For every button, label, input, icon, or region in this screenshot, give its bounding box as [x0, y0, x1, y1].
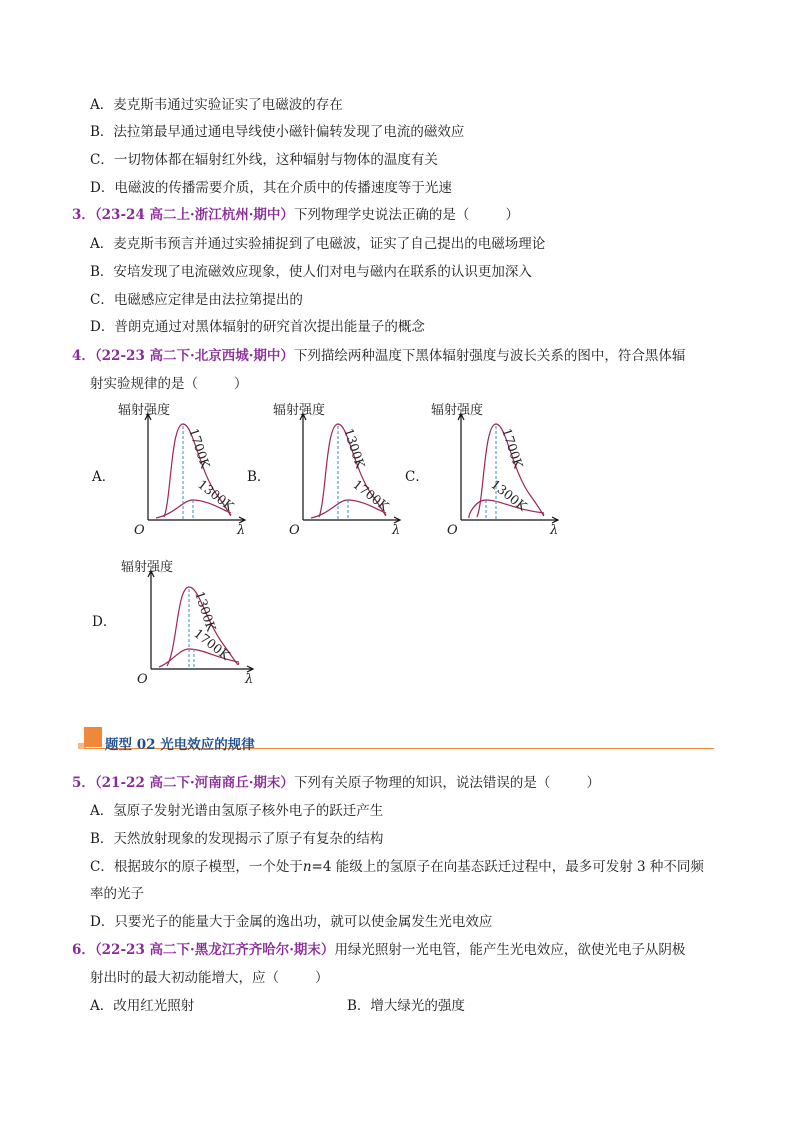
x-axis-label: λ — [392, 523, 401, 535]
tall-curve-label: 1700K — [186, 426, 214, 471]
q5-close-paren: ） — [586, 775, 600, 791]
short-curve-label: 1300K — [488, 476, 530, 514]
q3-option-a: A．麦克斯韦预言并通过实验捕捉到了电磁波，证实了自己提出的电磁场理论 — [90, 236, 546, 252]
x-axis-label: λ — [237, 523, 246, 535]
section-title — [105, 733, 255, 753]
q4-stem-cont — [90, 375, 248, 393]
q4-stem — [72, 347, 685, 365]
q3-option-c: C．电磁感应定律是由法拉第提出的 — [90, 292, 303, 308]
q2-option-d: D．电磁波的传播需要介质，其在介质中的传播速度等于光速 — [90, 180, 452, 196]
chart-a-label: A． — [92, 469, 116, 485]
origin-label: O — [134, 523, 145, 535]
q4-stem-line1: 下列描绘两种温度下黑体辐射强度与波长关系的图中，符合黑体辐 — [293, 348, 686, 364]
q6-source: （22-23 高二下·黑龙江齐齐哈尔·期末） — [94, 942, 335, 958]
chart-a — [115, 400, 250, 535]
q3-stem-text: 下列物理学史说法正确的是（ — [293, 207, 470, 223]
q6-stem — [72, 941, 685, 959]
q4-source: （22-23 高二下·北京西城·期中） — [94, 348, 294, 364]
chart-d-label: D． — [92, 614, 117, 630]
q5-source: （21-22 高二下·河南商丘·期末） — [94, 775, 294, 791]
q3-number: 3． — [72, 207, 95, 223]
q4-close-paren: ） — [234, 376, 248, 392]
q5-option-c-line2: 率的光子 — [90, 886, 144, 902]
q4-number: 4． — [72, 348, 95, 364]
q6-option-b: B．增大绿光的强度 — [347, 998, 465, 1014]
q2-option-a: A．麦克斯韦通过实验证实了电磁波的存在 — [90, 97, 343, 113]
origin-label: O — [289, 523, 300, 535]
q5-number: 5． — [72, 775, 95, 791]
q5-option-d: D．只要光子的能量大于金属的逸出功，就可以使金属发生光电效应 — [90, 914, 493, 930]
q5-option-c-rest: =4 能级上的氢原子在向基态跃迁过程中，最多可发射 3 种不同频 — [311, 859, 704, 875]
short-curve-label: 1700K — [191, 625, 233, 663]
q3-close-paren: ） — [505, 207, 519, 223]
chart-c — [428, 400, 563, 535]
q6-close-paren: ） — [315, 970, 329, 986]
y-axis-label: 辐射强度 — [118, 403, 171, 418]
chart-d — [115, 545, 260, 685]
chart-b-label: B． — [247, 469, 271, 485]
q3-option-b: B．安培发现了电流磁效应现象，使人们对电与磁内在联系的认识更加深入 — [90, 264, 532, 280]
q5-option-b: B．天然放射现象的发现揭示了原子有复杂的结构 — [90, 831, 384, 847]
tall-curve-label: 1700K — [499, 426, 527, 471]
q5-stem — [72, 774, 600, 792]
y-axis-label: 辐射强度 — [273, 403, 326, 418]
chart-b — [270, 400, 405, 535]
q6-number: 6． — [72, 942, 95, 958]
tall-curve-label: 1300K — [192, 589, 220, 634]
section-title-text: 02 光电效应的规律 — [136, 737, 255, 753]
y-axis-label: 辐射强度 — [121, 560, 174, 575]
q5-option-c-start: C．根据玻尔的原子模型，一个处于 — [90, 859, 303, 875]
q4-stem-line2: 射实验规律的是（ — [90, 376, 198, 392]
q5-option-c — [90, 858, 704, 876]
q6-stem-line2: 射出时的最大初动能增大，应（ — [90, 970, 279, 986]
q5-option-c-var: n — [302, 859, 312, 875]
tall-curve-label: 1300K — [341, 426, 369, 471]
q6-option-a: A．改用红光照射 — [90, 998, 195, 1014]
origin-label: O — [137, 672, 148, 685]
q2-option-c: C．一切物体都在辐射红外线，这种辐射与物体的温度有关 — [90, 152, 438, 168]
chart-c-label: C． — [405, 469, 429, 485]
y-axis-label: 辐射强度 — [431, 403, 484, 418]
origin-label: O — [447, 523, 458, 535]
q3-source: （23-24 高二上·浙江杭州·期中） — [94, 207, 294, 223]
q6-stem-line1: 用绿光照射一光电管，能产生光电效应，欲使光电子从阴极 — [334, 942, 686, 958]
section-prefix: 题型 — [105, 737, 132, 753]
short-curve-label: 1700K — [350, 476, 392, 514]
q2-option-b: B．法拉第最早通过通电导线使小磁针偏转发现了电流的磁效应 — [90, 124, 465, 140]
q6-stem-cont — [90, 969, 329, 987]
section-accent-block — [84, 727, 102, 747]
short-curve-label: 1300K — [195, 476, 237, 514]
q3-stem — [72, 206, 519, 224]
q3-option-d: D．普朗克通过对黑体辐射的研究首次提出能量子的概念 — [90, 319, 425, 335]
q5-stem-text: 下列有关原子物理的知识，说法错误的是（ — [293, 775, 551, 791]
x-axis-label: λ — [245, 672, 254, 685]
x-axis-label: λ — [550, 523, 559, 535]
q5-option-a: A．氢原子发射光谱由氢原子核外电子的跃迁产生 — [90, 803, 384, 819]
